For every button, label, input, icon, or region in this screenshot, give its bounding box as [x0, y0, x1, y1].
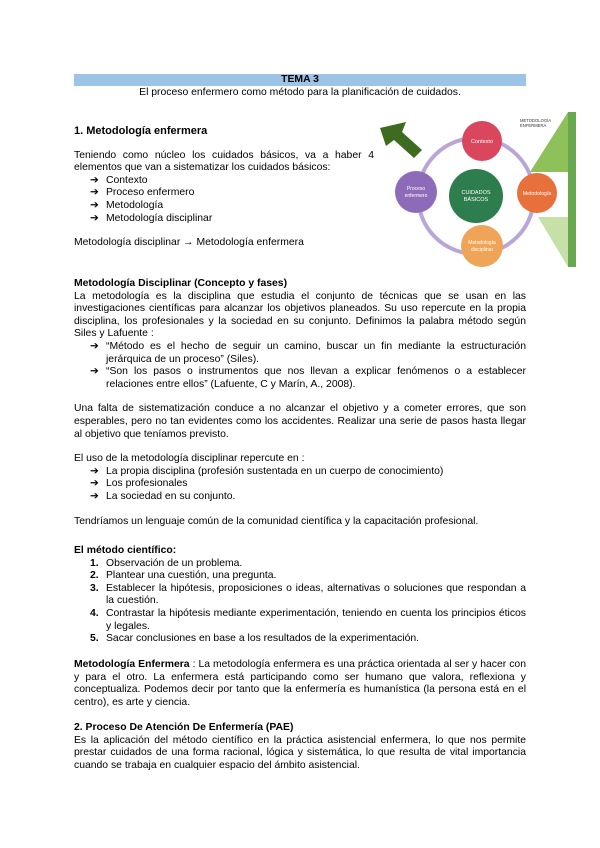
- list-item: ➔ “Son los pasos o instrumentos que nos llevan a explicar fenómenos o a establecer relaciones entre ellos” (Lafuente, C y Marín, A., 2008).: [90, 366, 526, 390]
- list-item: ➔ La propia disciplina (profesión sustentada en un cuerpo de conocimiento): [90, 465, 444, 477]
- list-item: ➔ “Método es el hecho de seguir un camino, buscar un fin mediante la estructuración jerárquica de un proceso” (Siles).: [90, 340, 526, 365]
- enfermera-text: : La metodología enfermera es una práctica orientada al ser y hacer con y para el otro. La enfermera está participando como ser humano que valora, reflexiona y conceptualiza. Podemos decir por tanto que la enfermería es humanística (la persona está en el centro), es arte y ciencia.: [74, 659, 526, 708]
- list-item: ➔ La sociedad en su conjunto.: [90, 490, 236, 502]
- step-item: 5. Sacar conclusiones en base a los resultados de la experimentación.: [90, 633, 420, 645]
- section-1-title: 1. Metodología enfermera: [74, 125, 208, 137]
- arrow-icon: ➔: [90, 212, 99, 224]
- enfermera-paragraph: [74, 659, 526, 709]
- arrow-icon: ➔: [90, 174, 99, 186]
- document-header: [74, 74, 526, 100]
- elements-list: [74, 175, 374, 225]
- cycle-diagram: [376, 112, 576, 267]
- list-item: ➔ Metodología disciplinar: [90, 212, 213, 224]
- disciplinar-title: Metodología Disciplinar (Concepto y fases): [74, 278, 288, 289]
- arrow-icon: ➔: [90, 340, 99, 352]
- corner-label-2: ENFERMERA: [520, 123, 547, 128]
- center-label-1: CUIDADOS: [461, 190, 491, 196]
- node-contexto-label: Contexto: [470, 139, 494, 145]
- step-item: 3. Establecer la hipótesis, proposiciones o ideas, alternativas o soluciones que respondan a la cuestión.: [90, 582, 526, 607]
- disciplinar-paragraph: La metodología es la disciplina que estudia el conjunto de técnicas que se usan en las investigaciones científicas para alcanzar los objetivos planeados. Su uso repercute en la propia disciplina, los profesionales y la sociedad en su conjunto. Definimos la palabra método según Siles y Lafuente :: [74, 290, 526, 340]
- node-disciplinar-label-2: disciplinar: [470, 247, 494, 253]
- disciplinar-section: [74, 278, 526, 528]
- arrow-icon: ➔: [90, 366, 99, 378]
- sistematizacion-paragraph: Una falta de sistematización conduce a no alcanzar el objetivo y a cometer errores, que son esperables, pero no tan evidentes como los accidentes. Realizar una serie de pasos hasta llegar al objetivo que teníamos previsto.: [74, 403, 526, 440]
- arrow-icon: ➔: [90, 478, 99, 490]
- metodo-title: El método científico:: [74, 545, 177, 556]
- node-proceso-label-1: Proceso: [406, 186, 426, 192]
- section-1-intro: Teniendo como núcleo los cuidados básicos, va a haber 4 elementos que van a sistematizar los cuidados básicos:: [74, 149, 374, 174]
- node-proceso: [395, 171, 437, 213]
- lenguaje-paragraph: Tendríamos un lenguaje común de la comunidad científica y la capacitación profesional.: [74, 515, 479, 527]
- enfermera-title: Metodología Enfermera: [74, 659, 190, 670]
- list-item: ➔ Los profesionales: [90, 478, 188, 490]
- definitions-list: [74, 341, 526, 391]
- list-item: ➔ Metodología: [90, 199, 164, 211]
- node-disciplinar: [461, 225, 503, 267]
- step-item: 4. Contrastar la hipótesis mediante experimentación, teniendo en cuenta los principios éticos y legales.: [90, 607, 526, 632]
- arrow-icon: ➔: [90, 187, 99, 199]
- list-item: ➔ Proceso enfermero: [90, 187, 195, 199]
- node-metodologia-label: Metodología: [522, 191, 552, 197]
- arrow-icon: ➔: [90, 199, 99, 211]
- metodo-steps: [74, 558, 526, 646]
- corner-label-1: METODOLOGÍA: [520, 118, 552, 123]
- arrow-icon: ➔: [90, 490, 99, 502]
- relation-text: Metodología disciplinar → Metodología enfermera: [74, 237, 304, 249]
- center-label-2: BÁSICOS: [463, 197, 489, 203]
- topic-title: TEMA 3: [74, 74, 526, 86]
- big-arrow-icon: [380, 122, 422, 158]
- list-item: ➔ Contexto: [90, 174, 148, 186]
- step-item: 2. Plantear una cuestión, una pregunta.: [90, 570, 277, 582]
- node-proceso-label-2: enfermero: [404, 193, 428, 199]
- section-1: [74, 125, 374, 250]
- uso-list: [74, 466, 526, 504]
- methodology-diagram: [376, 112, 576, 267]
- section-2: [74, 722, 526, 772]
- uso-intro: El uso de la metodología disciplinar repercute en :: [74, 453, 305, 465]
- node-disciplinar-label-1: Metodología: [468, 240, 496, 246]
- metodo-section: [74, 545, 526, 646]
- topic-subtitle: El proceso enfermero como método para la planificación de cuidados.: [139, 87, 461, 98]
- section-2-title: 2. Proceso De Atención De Enfermería (PAE): [74, 722, 294, 733]
- section-2-text: Es la aplicación del método científico en la práctica asistencial enfermera, lo que nos permite prestar cuidados de una forma racional, lógica y sistemática, lo que resulta de vital importancia cuando se trabaja en cualquier espacio del ámbito asistencial.: [74, 734, 526, 771]
- arrow-icon: ➔: [90, 465, 99, 477]
- center-node: [449, 169, 503, 223]
- step-item: 1. Observación de un problema.: [90, 557, 243, 569]
